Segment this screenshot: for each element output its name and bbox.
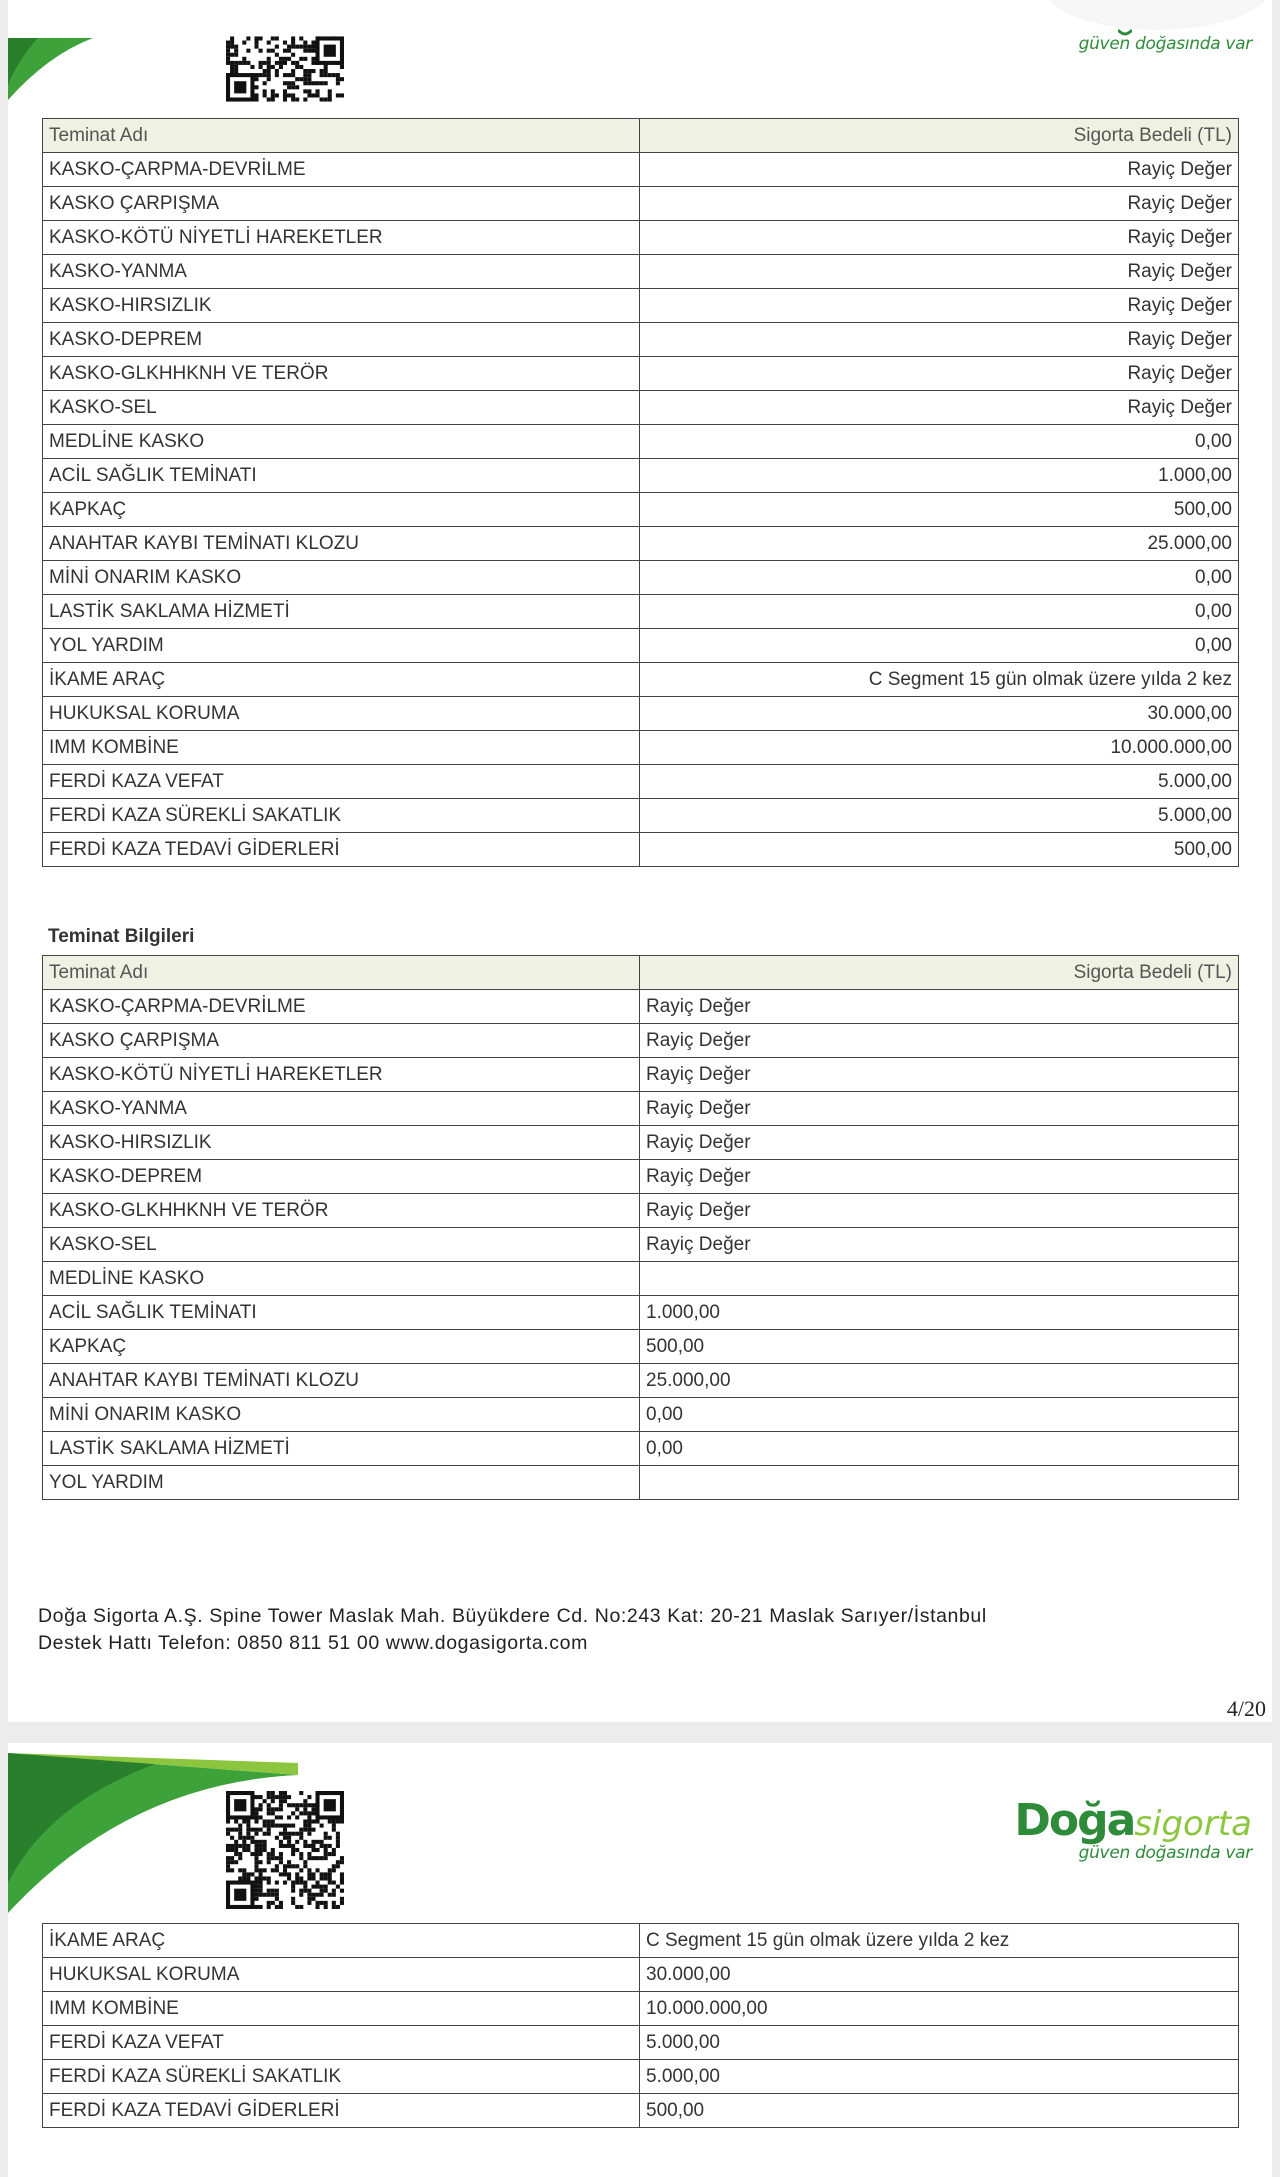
table-row [43, 459, 1239, 493]
coverage-name-cell: FERDİ KAZA VEFAT [43, 2026, 640, 2060]
table-row [43, 527, 1239, 561]
coverage-name-cell: KASKO-SEL [43, 1228, 640, 1262]
table-row [43, 425, 1239, 459]
table-row [43, 799, 1239, 833]
insured-amount-cell: 10.000.000,00 [640, 731, 1239, 765]
coverage-name-cell: KASKO-KÖTÜ NİYETLİ HAREKETLER [43, 1058, 640, 1092]
insured-amount-cell: C Segment 15 gün olmak üzere yılda 2 kez [640, 1924, 1239, 1958]
header-insured-amount: Sigorta Bedeli (TL) [640, 119, 1239, 153]
coverage-name-cell: HUKUKSAL KORUMA [43, 697, 640, 731]
qr-code-icon [226, 36, 344, 102]
insured-amount-cell: C Segment 15 gün olmak üzere yılda 2 kez [640, 663, 1239, 697]
coverage-name-cell: KASKO-ÇARPMA-DEVRİLME [43, 153, 640, 187]
insured-amount-cell: Rayiç Değer [640, 357, 1239, 391]
insured-amount-cell: Rayiç Değer [640, 289, 1239, 323]
table-row [43, 391, 1239, 425]
coverage-name-cell: FERDİ KAZA SÜREKLİ SAKATLIK [43, 799, 640, 833]
table-row [43, 1058, 1239, 1092]
insured-amount-cell: 30.000,00 [640, 697, 1239, 731]
insured-amount-cell: Rayiç Değer [640, 1194, 1239, 1228]
footer-address: Doğa Sigorta A.Ş. Spine Tower Maslak Mah. Büyükdere Cd. No:243 Kat: 20-21 Maslak Sarıyer/İstanbul [38, 1605, 987, 1627]
insured-amount-cell: Rayiç Değer [640, 1160, 1239, 1194]
footer-contact: Destek Hattı Telefon: 0850 811 51 00 www.dogasigorta.com [38, 1632, 588, 1654]
coverage-name-cell: YOL YARDIM [43, 1466, 640, 1500]
table-row [43, 1330, 1239, 1364]
insured-amount-cell: Rayiç Değer [640, 1126, 1239, 1160]
coverage-table-2 [42, 955, 1239, 1500]
table-row [43, 187, 1239, 221]
table-row [43, 1262, 1239, 1296]
table-row [43, 2026, 1239, 2060]
document-page-4 [8, 0, 1272, 1722]
table-row [43, 663, 1239, 697]
coverage-name-cell: IMM KOMBİNE [43, 1992, 640, 2026]
document-page-5 [8, 1743, 1272, 2177]
table-header-row [43, 119, 1239, 153]
insured-amount-cell: Rayiç Değer [640, 1058, 1239, 1092]
insured-amount-cell: Rayiç Değer [640, 990, 1239, 1024]
coverage-name-cell: KASKO-DEPREM [43, 1160, 640, 1194]
coverage-name-cell: FERDİ KAZA TEDAVİ GİDERLERİ [43, 2094, 640, 2128]
table-row [43, 731, 1239, 765]
insured-amount-cell: 5.000,00 [640, 765, 1239, 799]
table-row [43, 1126, 1239, 1160]
coverage-name-cell: KASKO-YANMA [43, 255, 640, 289]
brand-swoosh-icon [8, 0, 108, 100]
header-coverage-name: Teminat Adı [43, 956, 640, 990]
coverage-name-cell: KASKO-SEL [43, 391, 640, 425]
coverage-name-cell: KASKO-KÖTÜ NİYETLİ HAREKETLER [43, 221, 640, 255]
tagline: güven doğasında var [1078, 1843, 1252, 1863]
coverage-table-3 [42, 1923, 1239, 2128]
insured-amount-cell: 500,00 [640, 833, 1239, 867]
coverage-name-cell: KASKO ÇARPIŞMA [43, 187, 640, 221]
insured-amount-cell: 10.000.000,00 [640, 1992, 1239, 2026]
insured-amount-cell: Rayiç Değer [640, 1092, 1239, 1126]
insured-amount-cell: 30.000,00 [640, 1958, 1239, 1992]
table-row [43, 1924, 1239, 1958]
table-row [43, 323, 1239, 357]
section-title: Teminat Bilgileri [48, 926, 195, 947]
insured-amount-cell: Rayiç Değer [640, 255, 1239, 289]
company-footer [38, 1603, 987, 1657]
insured-amount-cell: 5.000,00 [640, 2060, 1239, 2094]
coverage-name-cell: YOL YARDIM [43, 629, 640, 663]
coverage-name-cell: FERDİ KAZA VEFAT [43, 765, 640, 799]
table-row [43, 1296, 1239, 1330]
insured-amount-cell: 1.000,00 [640, 1296, 1239, 1330]
table-row [43, 1958, 1239, 1992]
coverage-name-cell: ANAHTAR KAYBI TEMİNATI KLOZU [43, 527, 640, 561]
coverage-name-cell: KAPKAÇ [43, 1330, 640, 1364]
logo-fragment-icon [1118, 28, 1132, 38]
insured-amount-cell: Rayiç Değer [640, 1228, 1239, 1262]
table-row [43, 595, 1239, 629]
insured-amount-cell: Rayiç Değer [640, 323, 1239, 357]
coverage-name-cell: FERDİ KAZA SÜREKLİ SAKATLIK [43, 2060, 640, 2094]
insured-amount-cell: 25.000,00 [640, 1364, 1239, 1398]
coverage-name-cell: MİNİ ONARIM KASKO [43, 561, 640, 595]
insured-amount-cell: Rayiç Değer [640, 391, 1239, 425]
insured-amount-cell: 5.000,00 [640, 2026, 1239, 2060]
insured-amount-cell: Rayiç Değer [640, 187, 1239, 221]
coverage-name-cell: ANAHTAR KAYBI TEMİNATI KLOZU [43, 1364, 640, 1398]
insured-amount-cell: Rayiç Değer [640, 221, 1239, 255]
table-row [43, 1092, 1239, 1126]
logo-main: Doğa [1014, 1795, 1135, 1846]
insured-amount-cell: 5.000,00 [640, 799, 1239, 833]
coverage-name-cell: KASKO-DEPREM [43, 323, 640, 357]
table-row [43, 1194, 1239, 1228]
table-row [43, 833, 1239, 867]
coverage-name-cell: IMM KOMBİNE [43, 731, 640, 765]
table-row [43, 1228, 1239, 1262]
table-row [43, 629, 1239, 663]
coverage-name-cell: ACİL SAĞLIK TEMİNATI [43, 1296, 640, 1330]
coverage-name-cell: KASKO-HIRSIZLIK [43, 1126, 640, 1160]
insured-amount-cell: Rayiç Değer [640, 153, 1239, 187]
table-row [43, 1024, 1239, 1058]
coverage-name-cell: MEDLİNE KASKO [43, 1262, 640, 1296]
coverage-name-cell: KASKO-GLKHHKNH VE TERÖR [43, 1194, 640, 1228]
insured-amount-cell: 500,00 [640, 493, 1239, 527]
table-row [43, 1432, 1239, 1466]
table-row [43, 357, 1239, 391]
insured-amount-cell: 1.000,00 [640, 459, 1239, 493]
qr-code-icon [226, 1791, 344, 1909]
coverage-table-1 [42, 118, 1239, 867]
insured-amount-cell: 0,00 [640, 1398, 1239, 1432]
table-row [43, 2060, 1239, 2094]
table-row [43, 493, 1239, 527]
insured-amount-cell: 25.000,00 [640, 527, 1239, 561]
insured-amount-cell [640, 1466, 1239, 1500]
coverage-name-cell: KASKO-ÇARPMA-DEVRİLME [43, 990, 640, 1024]
table-row [43, 289, 1239, 323]
insured-amount-cell: Rayiç Değer [640, 1024, 1239, 1058]
table-row [43, 1364, 1239, 1398]
page-number: 4/20 [1226, 1696, 1266, 1721]
insured-amount-cell: 0,00 [640, 629, 1239, 663]
header-coverage-name: Teminat Adı [43, 119, 640, 153]
insured-amount-cell: 0,00 [640, 425, 1239, 459]
header-insured-amount: Sigorta Bedeli (TL) [640, 956, 1239, 990]
coverage-name-cell: MEDLİNE KASKO [43, 425, 640, 459]
table-row [43, 2094, 1239, 2128]
table-row [43, 697, 1239, 731]
doga-sigorta-logo [1014, 1795, 1252, 1846]
table-row [43, 221, 1239, 255]
coverage-name-cell: KASKO-HIRSIZLIK [43, 289, 640, 323]
coverage-name-cell: LASTİK SAKLAMA HİZMETİ [43, 1432, 640, 1466]
coverage-name-cell: KASKO-GLKHHKNH VE TERÖR [43, 357, 640, 391]
coverage-name-cell: KASKO ÇARPIŞMA [43, 1024, 640, 1058]
coverage-name-cell: MİNİ ONARIM KASKO [43, 1398, 640, 1432]
coverage-name-cell: KAPKAÇ [43, 493, 640, 527]
insured-amount-cell: 500,00 [640, 1330, 1239, 1364]
table-row [43, 1466, 1239, 1500]
table-row [43, 153, 1239, 187]
insured-amount-cell: 500,00 [640, 2094, 1239, 2128]
insured-amount-cell: 0,00 [640, 595, 1239, 629]
table-row [43, 1160, 1239, 1194]
tagline: güven doğasında var [1078, 34, 1252, 54]
table-header-row [43, 956, 1239, 990]
logo-sub: sigorta [1134, 1804, 1252, 1844]
coverage-name-cell: İKAME ARAÇ [43, 663, 640, 697]
table-row [43, 765, 1239, 799]
table-row [43, 255, 1239, 289]
insured-amount-cell: 0,00 [640, 1432, 1239, 1466]
coverage-name-cell: İKAME ARAÇ [43, 1924, 640, 1958]
table-row [43, 1992, 1239, 2026]
coverage-name-cell: LASTİK SAKLAMA HİZMETİ [43, 595, 640, 629]
table-row [43, 990, 1239, 1024]
coverage-name-cell: FERDİ KAZA TEDAVİ GİDERLERİ [43, 833, 640, 867]
table-row [43, 1398, 1239, 1432]
coverage-name-cell: ACİL SAĞLIK TEMİNATI [43, 459, 640, 493]
table-row [43, 561, 1239, 595]
insured-amount-cell [640, 1262, 1239, 1296]
decorative-circle [1042, 0, 1272, 30]
insured-amount-cell: 0,00 [640, 561, 1239, 595]
coverage-name-cell: KASKO-YANMA [43, 1092, 640, 1126]
coverage-name-cell: HUKUKSAL KORUMA [43, 1958, 640, 1992]
